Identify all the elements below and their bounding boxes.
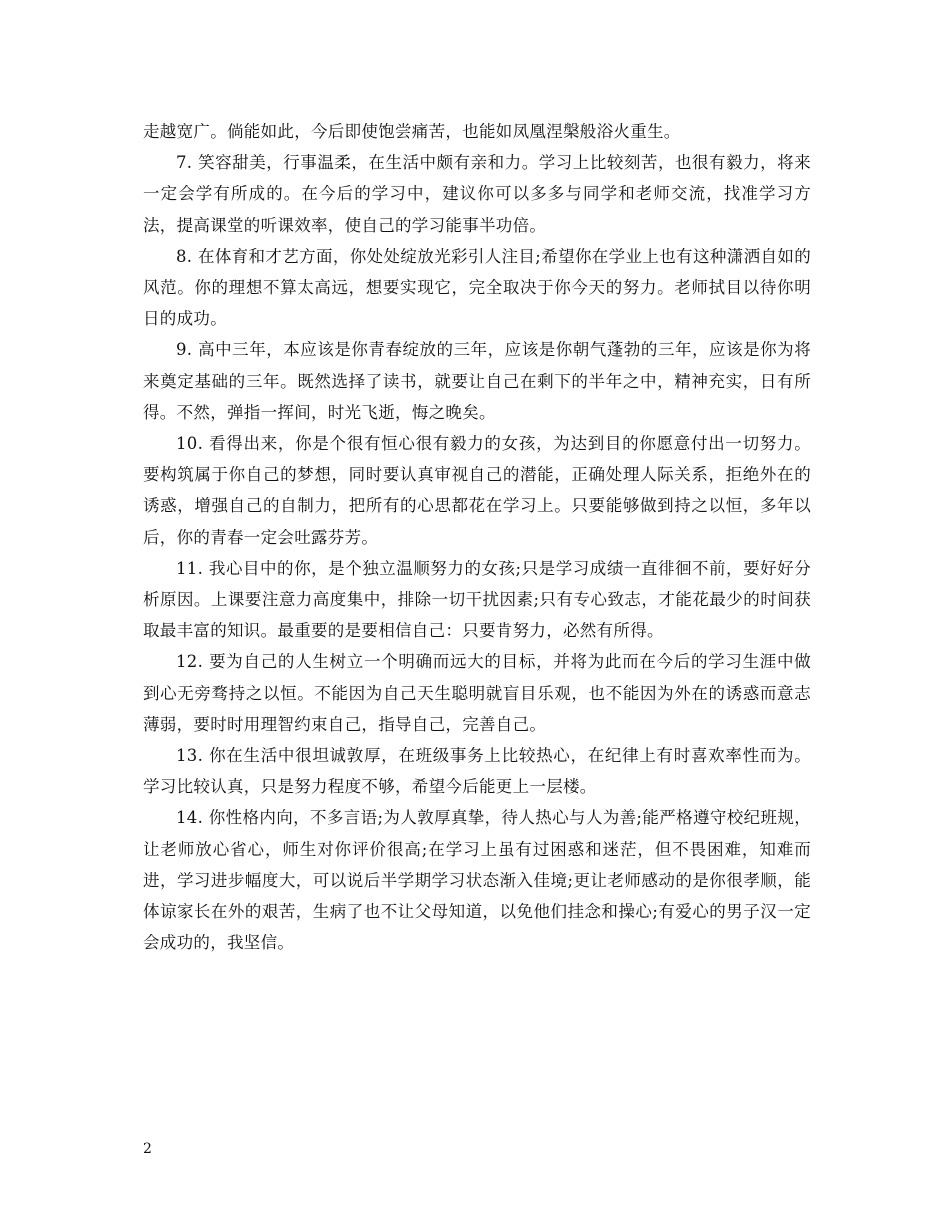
comment-paragraph-12: 12. 要为自己的人生树立一个明确而远大的目标，并将为此而在今后的学习生涯中做到心无旁骛持之以恒。不能因为自己天生聪明就盲目乐观，也不能因为外在的诱惑而意志薄弱，要时时用理智约束自己，指导自己，完善自己。 [143,652,811,734]
comment-paragraph-7: 7. 笑容甜美，行事温柔，在生活中颇有亲和力。学习上比较刻苦，也很有毅力，将来一定会学有所成的。在今后的学习中，建议你可以多多与同学和老师交流，找准学习方法，提高课堂的听课效率，使自己的学习能事半功倍。 [143,153,811,235]
paragraph-continuation: 走越宽广。倘能如此，今后即使饱尝痛苦，也能如凤凰涅槃般浴火重生。 [143,122,681,141]
comment-paragraph-14: 14. 你性格内向，不多言语;为人敦厚真挚，待人热心与人为善;能严格遵守校纪班规，让老师放心省心，师生对你评价很高;在学习上虽有过困惑和迷茫，但不畏困难，知难而进，学习进步幅度大，可以说后半学期学习状态渐入佳境;更让老师感动的是你很孝顺，能体谅家长在外的艰苦，生病了也不让父母知道，以免他们挂念和操心;有爱心的男子汉一定会成功的，我坚信。 [143,808,811,953]
comment-paragraph-9: 9. 高中三年，本应该是你青春绽放的三年，应该是你朝气蓬勃的三年，应该是你为将来奠定基础的三年。既然选择了读书，就要让自己在剩下的半年之中，精神充实，日有所得。不然，弹指一挥间，时光飞逝，悔之晚矣。 [143,340,811,422]
document-body [143,116,811,958]
comment-paragraph-10: 10. 看得出来，你是个很有恒心很有毅力的女孩，为达到目的你愿意付出一切努力。要构筑属于你自己的梦想，同时要认真审视自己的潜能，正确处理人际关系，拒绝外在的诱惑，增强自己的自制力，把所有的心思都花在学习上。只要能够做到持之以恒，多年以后，你的青春一定会吐露芬芳。 [143,434,811,547]
comment-paragraph-8: 8. 在体育和才艺方面，你处处绽放光彩引人注目;希望你在学业上也有这种潇洒自如的风范。你的理想不算太高远，想要实现它，完全取决于你今天的努力。老师拭目以待你明日的成功。 [143,246,811,329]
comment-paragraph-11: 11. 我心目中的你，是个独立温顺努力的女孩;只是学习成绩一直徘徊不前，要好好分析原因。上课要注意力高度集中，排除一切干扰因素;只有专心致志，才能花最少的时间获取最丰富的知识。最重要的是要相信自己：只要肯努力，必然有所得。 [143,558,811,641]
comment-paragraph-13: 13. 你在生活中很坦诚敦厚，在班级事务上比较热心，在纪律上有时喜欢率性而为。学习比较认真，只是努力程度不够，希望今后能更上一层楼。 [143,746,811,797]
page-number: 2 [143,1141,152,1157]
